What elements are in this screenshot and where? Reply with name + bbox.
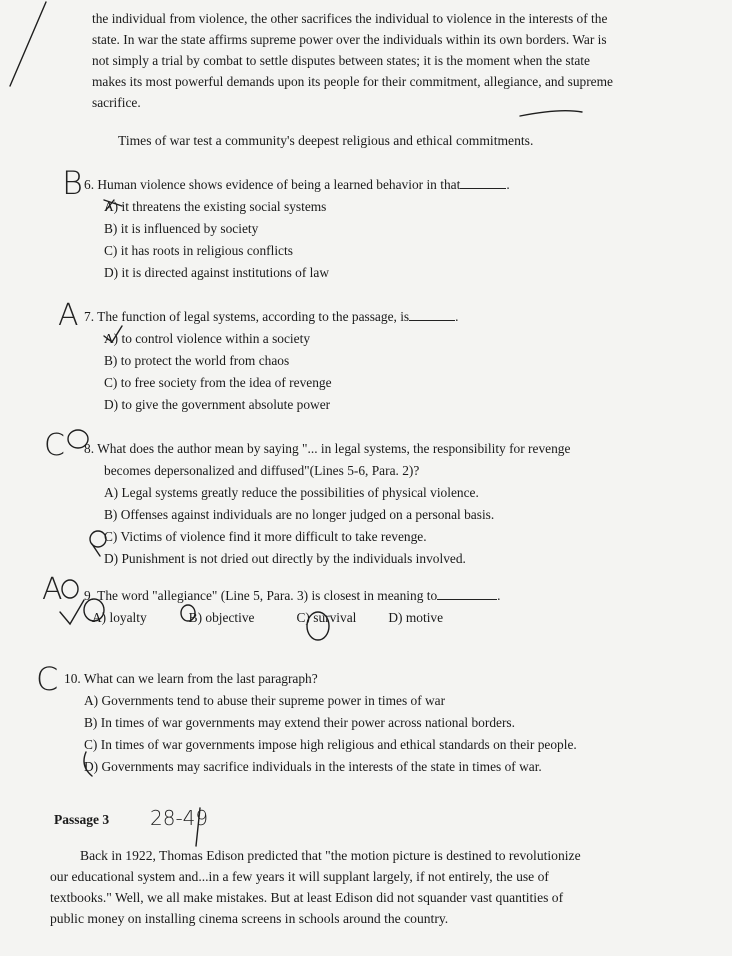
option: B) it is influenced by society [104,221,259,236]
option: C) Victims of violence find it more difficult to take revenge. [104,529,427,544]
option: D) to give the government absolute power [104,397,331,412]
question-stem: 10. What can we learn from the last paragraph? [64,671,318,686]
passage-line: textbooks." Well, we all make mistakes. But at least Edison did not squander vast quantities of [50,890,564,905]
option: C) survival [296,610,357,625]
summary-sentence: Times of war test a community's deepest religious and ethical commitments. [118,133,534,148]
handwritten-answer-8: C [44,428,65,463]
handwritten-answer-10: C [36,660,59,698]
intro-line: state. In war the state affirms supreme power over the individuals within its own borders. War is [92,32,607,47]
inline-options [92,607,501,629]
option: A) it threatens the existing social systems [104,199,327,214]
question-7 [84,306,459,416]
option: A) Legal systems greatly reduce the possibilities of physical violence. [104,485,479,500]
option: A) to control violence within a society [104,331,311,346]
question-9 [84,585,501,629]
intro-line: makes its most powerful demands upon its people for their commitment, allegiance, and supreme [92,74,613,89]
handwritten-answer-9: A [42,572,63,607]
check-mark-9 [60,600,84,624]
handwritten-answer-6: B [62,164,83,202]
question-stem: 9. The word "allegiance" (Line 5, Para. 3) is closest in meaning to . [84,588,501,603]
question-stem: 7. The function of legal systems, according to the passage, is . [84,309,459,324]
intro-paragraph [92,8,670,113]
question-6 [84,174,510,284]
intro-line: not simply a trial by combat to settle disputes between states; it is the moment when the state [92,53,590,68]
handwritten-answer-7: A [58,298,79,333]
passage-line: our educational system and...in a few years it will supplant largely, if not entirely, the use of [50,869,549,884]
passage-title: Passage 3 [54,812,110,827]
intro-line: sacrifice. [92,95,141,110]
option: D) it is directed against institutions of law [104,265,329,280]
option: D) motive [388,610,444,625]
question-10 [64,668,577,778]
option: B) objective [188,610,255,625]
question-stem: 6. Human violence shows evidence of being a learned behavior in that . [84,177,510,192]
intro-line: the individual from violence, the other sacrifices the individual to violence in the interests of the [92,11,608,26]
answer-blank [409,308,455,321]
margin-slash-mark [10,2,46,86]
option: C) In times of war governments impose high religious and ethical standards on their people. [84,737,577,752]
passage-line: Back in 1922, Thomas Edison predicted that "the motion picture is destined to revolutionize [80,848,581,863]
answer-blank [437,587,497,600]
passage-line: public money on installing cinema screens in schools around the country. [50,911,449,926]
option: D) Punishment is not dried out directly by the individuals involved. [104,551,466,566]
option: B) Offenses against individuals are no longer judged on a personal basis. [104,507,495,522]
option: D) Governments may sacrifice individuals in the interests of the state in times of war. [84,759,542,774]
option: A) loyalty [92,610,147,625]
option: C) it has roots in religious conflicts [104,243,293,258]
question-8 [84,438,570,570]
question-stem-continued: becomes depersonalized and diffused"(Lines 5-6, Para. 2)? [104,463,420,478]
answer-blank [460,176,506,189]
option: B) In times of war governments may extend their power across national borders. [84,715,515,730]
option: B) to protect the world from chaos [104,353,290,368]
handwritten-page-range: 28-49 [150,806,209,830]
question-stem: 8. What does the author mean by saying "... in legal systems, the responsibility for revenge [84,441,571,456]
option: A) Governments tend to abuse their supreme power in times of war [84,693,446,708]
passage-body [50,845,632,929]
circle-question-9 [62,580,78,598]
option: C) to free society from the idea of revenge [104,375,332,390]
